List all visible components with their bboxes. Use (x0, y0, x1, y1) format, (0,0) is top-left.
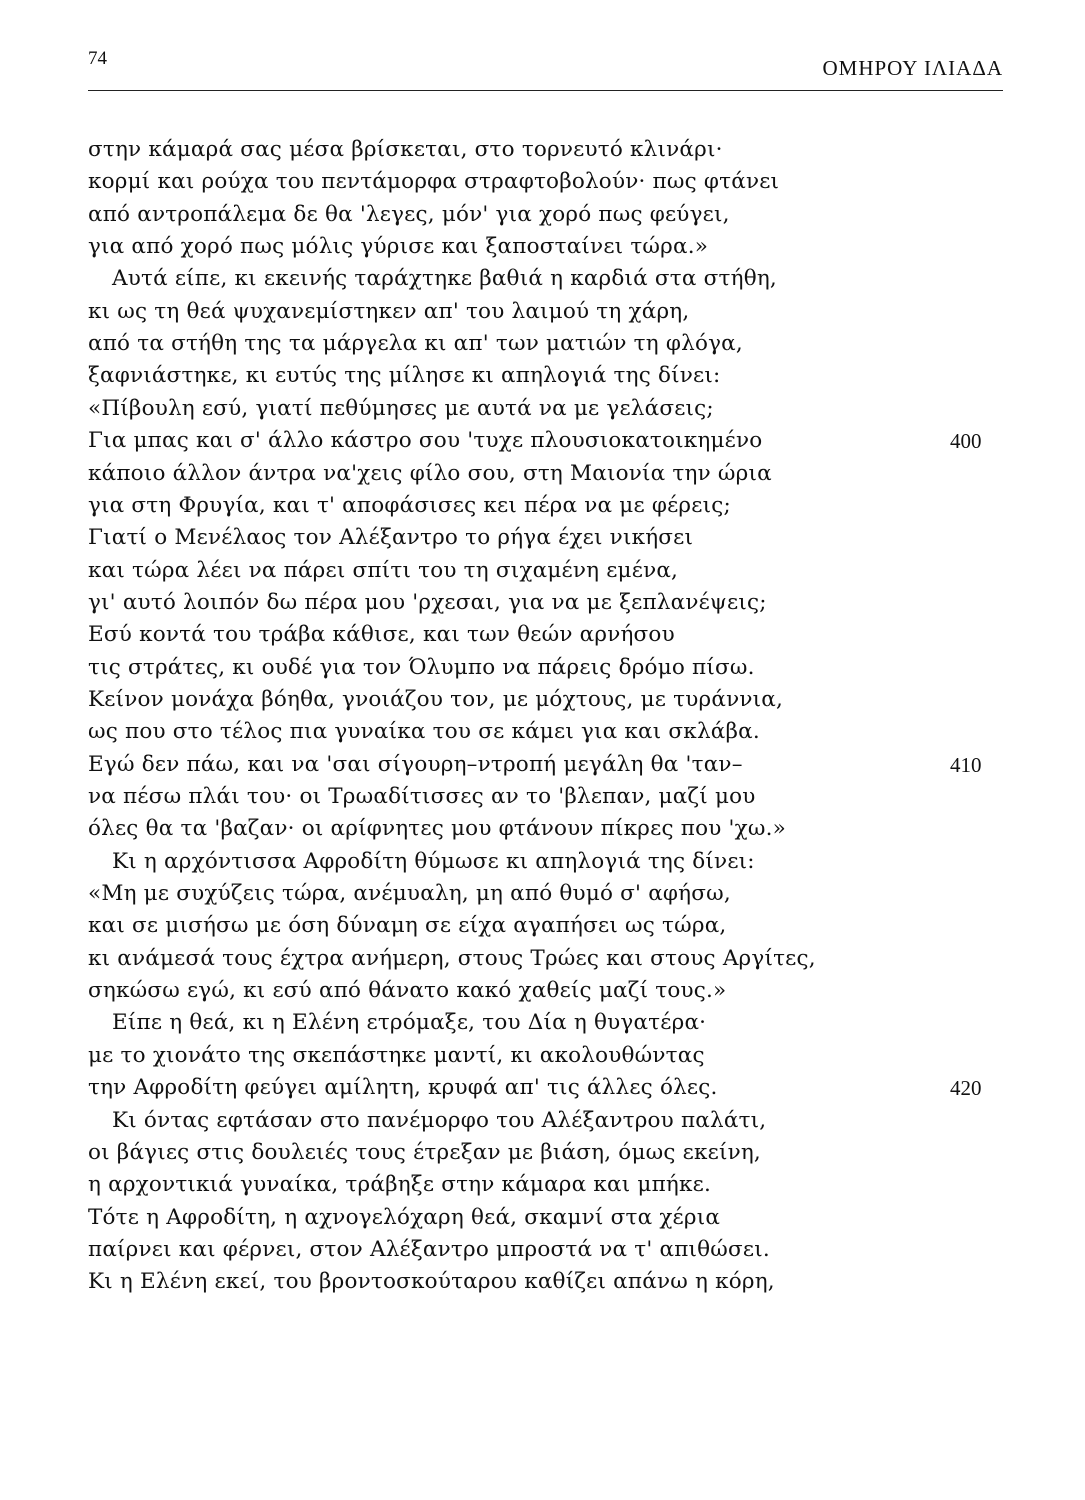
verse-line: και τώρα λέει να πάρει σπίτι του τη σιχαμένη εμένα, (88, 558, 679, 583)
verse-line: Αυτά είπε, κι εκεινής ταράχτηκε βαθιά η καρδιά στα στήθη, (112, 266, 777, 291)
verse-line: Είπε η θεά, κι η Ελένη ετρόμαξε, του Δία η θυγατέρα· (112, 1010, 707, 1035)
verse-line: για στη Φρυγία, και τ' αποφάσισες κει πέρα να με φέρεις; (88, 493, 731, 518)
page-number: 74 (88, 48, 107, 69)
verse-line: Κι η αρχόντισσα Αφροδίτη θύμωσε κι απηλογιά της δίνει: (112, 849, 755, 874)
verse-line: στην κάμαρά σας μέσα βρίσκεται, στο τορνευτό κλινάρι· (88, 137, 723, 162)
page-header (88, 48, 1003, 91)
verse-line: να πέσω πλάι του· οι Τρωαδίτισσες αν το 'βλεπαν, μαζί μου (88, 784, 756, 809)
verse-line: ξαφνιάστηκε, κι ευτύς της μίλησε κι απηλογιά της δίνει: (88, 363, 721, 388)
verse-line: «Πίβουλη εσύ, γιατί πεθύμησες με αυτά να με γελάσεις; (88, 396, 714, 421)
verse-line: Εσύ κοντά του τράβα κάθισε, και των θεών αρνήσου (88, 622, 675, 647)
verse-line: τις στράτες, κι ουδέ για τον Όλυμπο να πάρεις δρόμο πίσω. (88, 655, 755, 680)
verse-line: η αρχοντικιά γυναίκα, τράβηξε στην κάμαρα και μπήκε. (88, 1172, 712, 1197)
verse-line: κάποιο άλλον άντρα να'χεις φίλο σου, στη Μαιονία την ώρια (88, 461, 772, 486)
verse-line: κορμί και ρούχα του πεντάμορφα στραφτοβολούν· πως φτάνει (88, 169, 780, 194)
verse-line: «Μη με συχύζεις τώρα, ανέμυαλη, μη από θυμό σ' αφήσω, (88, 881, 731, 906)
verse-line: ως που στο τέλος πια γυναίκα του σε κάμει για και σκλάβα. (88, 719, 760, 744)
verse-line: για από χορό πως μόλις γύρισε και ξαποσταίνει τώρα.» (88, 234, 709, 259)
verse-line: κι ανάμεσά τους έχτρα ανήμερη, στους Τρώες και στους Αργίτες, (88, 946, 816, 971)
verse-line: Κι όντας εφτάσαν στο πανέμορφο του Αλέξαντρου παλάτι, (112, 1108, 767, 1133)
verse-line: παίρνει και φέρνει, στον Αλέξαντρο μπροστά να τ' απιθώσει. (88, 1237, 770, 1262)
verse-line: Κείνον μονάχα βόηθα, γνοιάζου τον, με μόχτους, με τυράννια, (88, 687, 784, 712)
line-number: 420 (950, 1076, 982, 1100)
verse-line: Εγώ δεν πάω, και να 'σαι σίγουρη–ντροπή μεγάλη θα 'ταν– (88, 752, 743, 777)
verse-line: και σε μισήσω με όση δύναμη σε είχα αγαπήσει ως τώρα, (88, 913, 727, 938)
running-title: ΟΜΗΡΟΥ ΙΛΙΑΔΑ (822, 56, 1003, 80)
verse-line: σηκώσω εγώ, κι εσύ από θάνατο κακό χαθείς μαζί τους.» (88, 978, 727, 1003)
line-number: 410 (950, 753, 982, 777)
verse-line: Τότε η Αφροδίτη, η αχνογελόχαρη θεά, σκαμνί στα χέρια (88, 1205, 721, 1230)
verse-line: με το χιονάτο της σκεπάστηκε μαντί, κι ακολουθώντας (88, 1043, 705, 1068)
verse-line: γι' αυτό λοιπόν δω πέρα μου 'ρχεσαι, για να με ξεπλανέψεις; (88, 590, 767, 615)
verse-line: Γιατί ο Μενέλαος τον Αλέξαντρο το ρήγα έχει νικήσει (88, 525, 694, 550)
verse-line: κι ως τη θεά ψυχανεμίστηκεν απ' του λαιμού τη χάρη, (88, 299, 690, 324)
verse-line: Για μπας και σ' άλλο κάστρο σου 'τυχε πλουσιοκατοικημένο (88, 428, 763, 453)
verse-line: Κι η Ελένη εκεί, του βροντοσκούταρου καθίζει απάνω η κόρη, (88, 1269, 775, 1294)
verse-line: οι βάγιες στις δουλειές τους έτρεξαν με βιάση, όμως εκείνη, (88, 1140, 761, 1165)
verse-line: την Αφροδίτη φεύγει αμίλητη, κρυφά απ' τις άλλες όλες. (88, 1075, 718, 1100)
verse-line: από αντροπάλεμα δε θα 'λεγες, μόν' για χορό πως φεύγει, (88, 202, 730, 227)
verse-line: όλες θα τα 'βαζαν· οι αρίφνητες μου φτάνουν πίκρες που 'χω.» (88, 816, 786, 841)
verse-line: από τα στήθη της τα μάργελα κι απ' των ματιών τη φλόγα, (88, 331, 743, 356)
line-number: 400 (950, 429, 982, 453)
